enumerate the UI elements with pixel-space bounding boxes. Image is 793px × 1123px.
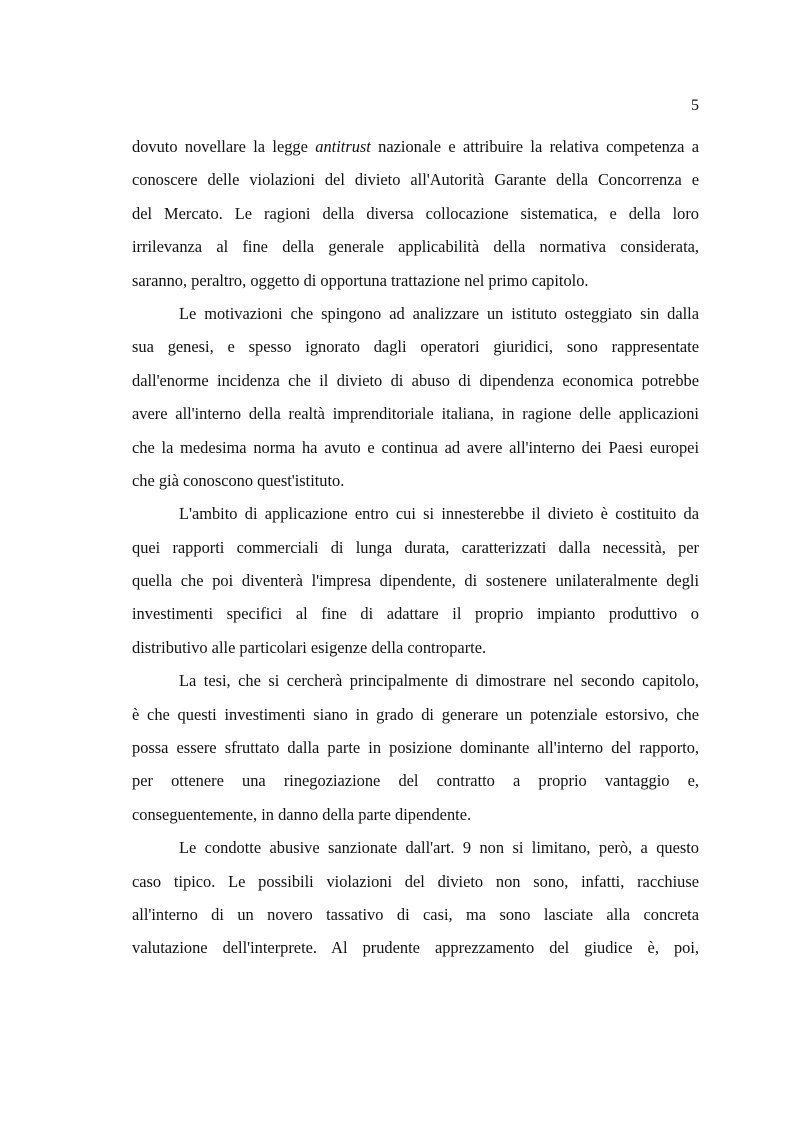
paragraph-5 — [132, 835, 699, 969]
text-line: Le motivazioni che spingono ad analizzare un istituto osteggiato sin dalla — [179, 303, 699, 323]
text-run: dovuto novellare la legge — [132, 137, 316, 156]
text-line: distributivo alle particolari esigenze della controparte. — [132, 637, 487, 657]
text-line: conseguentemente, in danno della parte dipendente. — [132, 804, 472, 824]
text-line: che già conoscono quest'istituto. — [132, 470, 345, 490]
text-line: caso tipico. Le possibili violazioni del divieto non sono, infatti, racchiuse — [132, 871, 699, 891]
text-line: L'ambito di applicazione entro cui si innesterebbe il divieto è costituito da — [179, 504, 699, 524]
text-line: avere all'interno della realtà imprenditoriale italiana, in ragione delle applicazioni — [132, 404, 699, 424]
text-line: è che questi investimenti siano in grado di generare un potenziale estorsivo, che — [132, 704, 699, 724]
text-line: all'interno di un novero tassativo di casi, ma sono lasciate alla concreta — [132, 904, 699, 924]
text-line: che la medesima norma ha avuto e continua ad avere all'interno dei Paesi europei — [132, 437, 699, 457]
text-line: Le condotte abusive sanzionate dall'art. 9 non si limitano, però, a questo — [179, 838, 699, 858]
body-text — [132, 134, 699, 969]
text-line: investimenti specifici al fine di adattare il proprio impianto produttivo o — [132, 604, 699, 624]
text-line: quella che poi diventerà l'impresa dipendente, di sostenere unilateralmente degli — [132, 571, 699, 591]
text-line: La tesi, che si cercherà principalmente di dimostrare nel secondo capitolo, — [179, 671, 699, 691]
italic-term: antitrust — [315, 137, 371, 156]
text-line: quei rapporti commerciali di lunga durata, caratterizzati dalla necessità, per — [132, 537, 699, 557]
paragraph-3 — [132, 501, 699, 668]
paragraph-1 — [132, 134, 699, 301]
text-line: del Mercato. Le ragioni della diversa collocazione sistematica, e della loro — [132, 203, 699, 223]
text-line: conoscere delle violazioni del divieto all'Autorità Garante della Concorrenza e — [132, 170, 699, 190]
text-line: dall'enorme incidenza che il divieto di abuso di dipendenza economica potrebbe — [132, 370, 699, 390]
paragraph-4 — [132, 668, 699, 835]
text-run: nazionale e attribuire la relativa competenza a — [370, 137, 699, 156]
paragraph-2 — [132, 301, 699, 501]
text-line: saranno, peraltro, oggetto di opportuna trattazione nel primo capitolo. — [132, 270, 589, 290]
page-number: 5 — [691, 97, 699, 114]
text-line: valutazione dell'interprete. Al prudente apprezzamento del giudice è, poi, — [132, 938, 699, 958]
text-line: irrilevanza al fine della generale applicabilità della normativa considerata, — [132, 237, 699, 257]
text-line: possa essere sfruttato dalla parte in posizione dominante all'interno del rapporto, — [132, 738, 699, 758]
text-line: per ottenere una rinegoziazione del contratto a proprio vantaggio e, — [132, 771, 699, 791]
text-line — [132, 134, 699, 167]
text-line: sua genesi, e spesso ignorato dagli operatori giuridici, sono rappresentate — [132, 337, 699, 357]
